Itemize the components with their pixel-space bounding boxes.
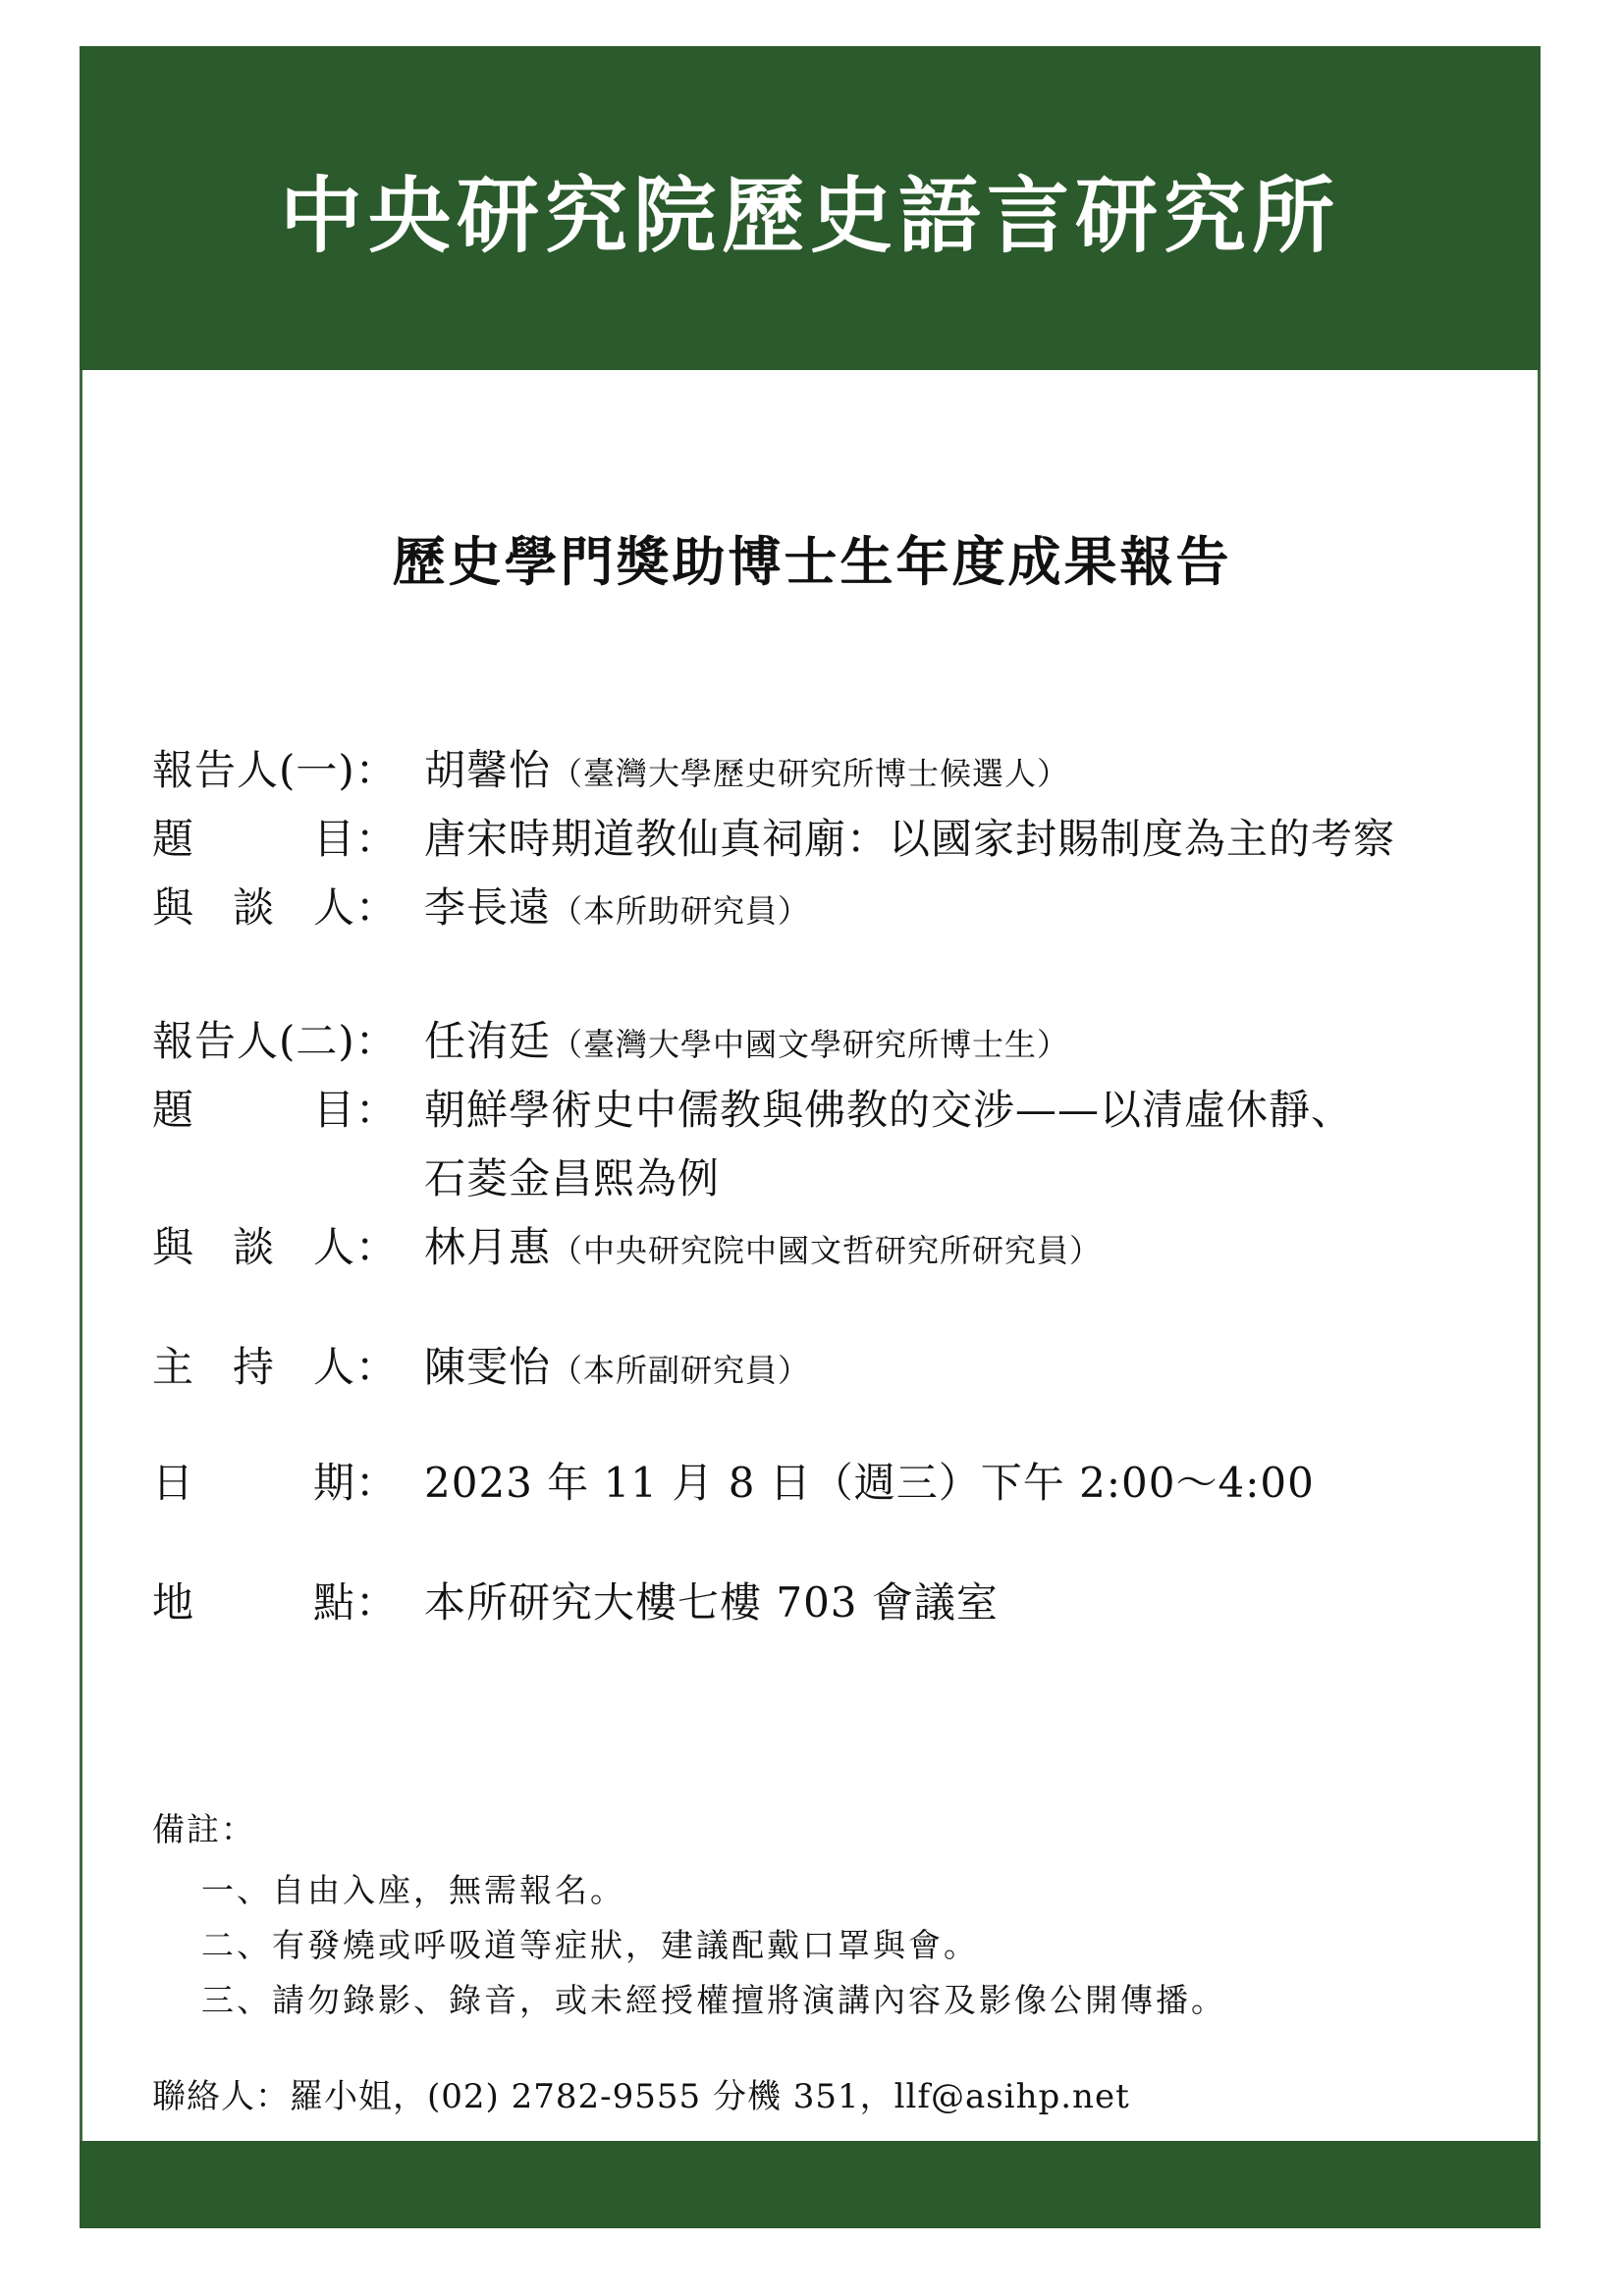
venue-row — [152, 1571, 999, 1629]
date-value: 2023 年 11 月 8 日（週三）下午 2:00～4:00 — [424, 1459, 1315, 1507]
remark-item-3: 三、請勿錄影、錄音，或未經授權擅將演講內容及影像公開傳播。 — [201, 1981, 1226, 2019]
remark-item-1: 一、自由入座，無需報名。 — [201, 1871, 625, 1909]
speaker-2-row — [152, 1009, 1069, 1068]
discussant-2-row — [152, 1215, 1102, 1274]
institute-title: 中央研究院歷史語言研究所 — [279, 167, 1340, 264]
speaker-2-label: 報告人(二)： — [152, 1017, 398, 1065]
discussant-2-affiliation: （中央研究院中國文哲研究所研究員） — [551, 1232, 1103, 1269]
host-name: 陳雯怡 — [424, 1343, 552, 1391]
remark-item-2: 二、有發燒或呼吸道等症狀，建議配戴口罩與會。 — [201, 1926, 979, 1964]
discussant-1-name: 李長遠 — [424, 883, 552, 932]
date-label: 日 期： — [152, 1459, 398, 1507]
speaker-2-name: 任洧廷 — [424, 1017, 552, 1065]
topic-2-text-line1: 朝鮮學術史中儒教與佛教的交涉——以清虛休靜、 — [424, 1086, 1354, 1134]
venue-label: 地 點： — [152, 1578, 398, 1627]
date-row — [152, 1451, 1315, 1510]
discussant-1-label: 與 談 人： — [152, 883, 398, 932]
topic-2-text-line2: 石菱金昌熙為例 — [424, 1154, 721, 1202]
speaker-2-affiliation: （臺灣大學中國文學研究所博士生） — [551, 1026, 1070, 1063]
host-label: 主 持 人： — [152, 1343, 398, 1391]
topic-1-label: 題 目： — [152, 815, 398, 863]
host-row — [152, 1335, 810, 1394]
topic-2-label: 題 目： — [152, 1086, 398, 1134]
event-title: 歷史學門獎助博士生年度成果報告 — [392, 530, 1232, 593]
remarks-heading: 備註： — [152, 1810, 255, 1848]
speaker-1-label: 報告人(一)： — [152, 746, 398, 794]
speaker-1-affiliation: （臺灣大學歷史研究所博士候選人） — [551, 755, 1070, 792]
discussant-1-affiliation: （本所助研究員） — [551, 892, 811, 930]
speaker-1-name: 胡馨怡 — [424, 746, 552, 794]
topic-2-row — [152, 1078, 1353, 1137]
contact-info: 聯絡人：羅小姐，(02) 2782-9555 分機 351，llf@asihp.net — [152, 2077, 1130, 2116]
host-affiliation: （本所副研究員） — [551, 1352, 811, 1389]
topic-1-text: 唐宋時期道教仙真祠廟：以國家封賜制度為主的考察 — [424, 815, 1396, 863]
discussant-2-name: 林月惠 — [424, 1223, 552, 1271]
header-band — [80, 46, 1541, 370]
venue-value: 本所研究大樓七樓 703 會議室 — [424, 1578, 999, 1627]
topic-1-row — [152, 807, 1395, 866]
speaker-1-row — [152, 738, 1069, 797]
discussant-2-label: 與 談 人： — [152, 1223, 398, 1271]
discussant-1-row — [152, 876, 810, 934]
footer-band — [80, 2141, 1541, 2228]
